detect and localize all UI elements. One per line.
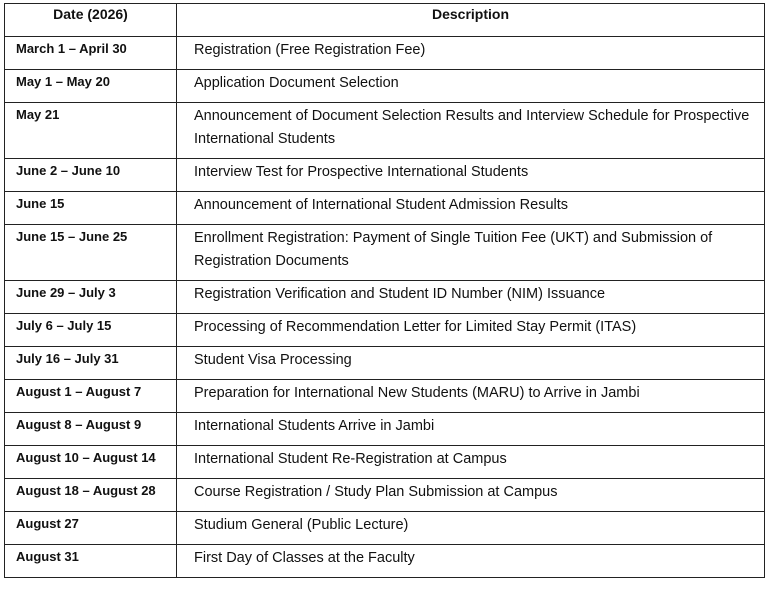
description-cell: Preparation for International New Students (MARU) to Arrive in Jambi bbox=[177, 380, 765, 413]
table-row bbox=[5, 70, 765, 103]
description-cell: Registration Verification and Student ID Number (NIM) Issuance bbox=[177, 281, 765, 314]
date-cell: June 2 – June 10 bbox=[5, 159, 177, 192]
description-column-header: Description bbox=[177, 4, 765, 37]
table-row bbox=[5, 159, 765, 192]
table-row bbox=[5, 347, 765, 380]
date-cell: August 1 – August 7 bbox=[5, 380, 177, 413]
date-cell: June 29 – July 3 bbox=[5, 281, 177, 314]
table-row bbox=[5, 512, 765, 545]
description-cell: International Students Arrive in Jambi bbox=[177, 413, 765, 446]
description-cell: Processing of Recommendation Letter for Limited Stay Permit (ITAS) bbox=[177, 314, 765, 347]
table-row bbox=[5, 380, 765, 413]
table-row bbox=[5, 103, 765, 159]
table-row bbox=[5, 479, 765, 512]
date-cell: August 27 bbox=[5, 512, 177, 545]
description-cell: Registration (Free Registration Fee) bbox=[177, 37, 765, 70]
table-row bbox=[5, 314, 765, 347]
date-cell: May 21 bbox=[5, 103, 177, 159]
description-cell: Announcement of Document Selection Results and Interview Schedule for Prospective International Students bbox=[177, 103, 765, 159]
description-cell: Application Document Selection bbox=[177, 70, 765, 103]
description-cell: Studium General (Public Lecture) bbox=[177, 512, 765, 545]
date-cell: August 31 bbox=[5, 545, 177, 578]
description-cell: Interview Test for Prospective International Students bbox=[177, 159, 765, 192]
description-cell: First Day of Classes at the Faculty bbox=[177, 545, 765, 578]
date-cell: June 15 bbox=[5, 192, 177, 225]
table-row bbox=[5, 37, 765, 70]
description-cell: Student Visa Processing bbox=[177, 347, 765, 380]
schedule-table bbox=[4, 3, 765, 578]
date-cell: August 8 – August 9 bbox=[5, 413, 177, 446]
date-cell: July 16 – July 31 bbox=[5, 347, 177, 380]
date-column-header: Date (2026) bbox=[5, 4, 177, 37]
date-cell: August 18 – August 28 bbox=[5, 479, 177, 512]
table-row bbox=[5, 545, 765, 578]
table-row bbox=[5, 446, 765, 479]
description-cell: Announcement of International Student Admission Results bbox=[177, 192, 765, 225]
description-cell: International Student Re-Registration at Campus bbox=[177, 446, 765, 479]
date-cell: July 6 – July 15 bbox=[5, 314, 177, 347]
date-cell: June 15 – June 25 bbox=[5, 225, 177, 281]
table-row bbox=[5, 281, 765, 314]
table-row bbox=[5, 225, 765, 281]
description-cell: Enrollment Registration: Payment of Single Tuition Fee (UKT) and Submission of Registration Documents bbox=[177, 225, 765, 281]
table-row bbox=[5, 192, 765, 225]
date-cell: March 1 – April 30 bbox=[5, 37, 177, 70]
header-row bbox=[5, 4, 765, 37]
date-cell: May 1 – May 20 bbox=[5, 70, 177, 103]
date-cell: August 10 – August 14 bbox=[5, 446, 177, 479]
description-cell: Course Registration / Study Plan Submission at Campus bbox=[177, 479, 765, 512]
table-row bbox=[5, 413, 765, 446]
